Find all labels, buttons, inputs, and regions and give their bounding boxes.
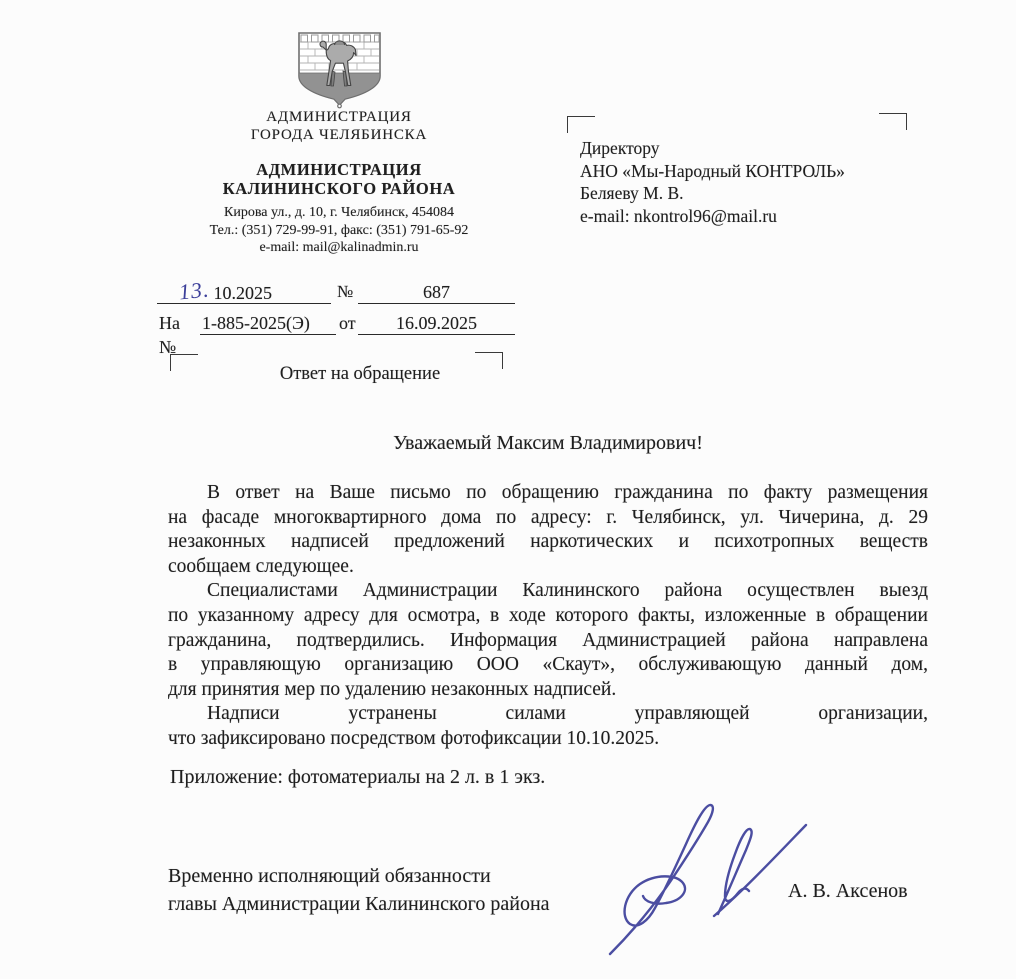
- text-line: Надписи устранены силами управляющей организации,: [207, 703, 928, 725]
- reply-prefix-label: На №: [159, 313, 180, 357]
- text-line: гражданина, подтвердились. Информация Администрацией района направлена: [168, 629, 928, 651]
- text-line: Специалистами Администрации Калининского района осуществлен выезд: [207, 580, 928, 602]
- text-line: Директору: [580, 138, 660, 158]
- org-name-line1: АДМИНИСТРАЦИЯ: [256, 160, 422, 179]
- printed-date-part: 10.2025: [213, 283, 272, 303]
- corner-mark-recipient-left: [567, 116, 595, 133]
- incoming-number-field: 1-885-2025(Э): [200, 311, 336, 335]
- attachment-line: Приложение: фотоматериалы на 2 л. в 1 экз.: [170, 766, 546, 788]
- text-line: что зафиксировано посредством фотофиксации 10.10.2025.: [168, 727, 660, 749]
- subject-line: Ответ на обращение: [279, 364, 441, 384]
- paragraph-1: [168, 481, 928, 579]
- paragraph-3: [168, 702, 928, 751]
- text-line: в управляющую организацию ООО «Скаут», обслуживающую данный дом,: [168, 654, 928, 676]
- corner-mark-recipient-right: [879, 113, 907, 130]
- handwritten-signature: [598, 792, 818, 967]
- text-line: e-mail: nkontrol96@mail.ru: [580, 205, 777, 226]
- chelyabinsk-coat-of-arms-icon: [292, 26, 387, 111]
- text-line: для принятия мер по удалению незаконных надписей.: [168, 678, 617, 700]
- letterhead: [154, 108, 524, 257]
- salutation: Уважаемый Максим Владимирович!: [393, 432, 703, 454]
- text-line: на фасаде многоквартирного дома по адресу: г. Челябинск, ул. Чичерина, д. 29: [168, 506, 928, 528]
- paragraph-2: [168, 579, 928, 702]
- outgoing-number-field: 687: [358, 280, 515, 304]
- from-label: от: [339, 313, 356, 333]
- signer-position-line2: главы Администрации Калининского района: [168, 893, 550, 915]
- text-line: незаконных надписей предложений наркотических и психотропных веществ: [168, 531, 928, 553]
- signer-name: А. В. Аксенов: [788, 880, 908, 902]
- text-line: Беляеву М. В.: [580, 183, 684, 203]
- org-email: e-mail: mail@kalinadmin.ru: [259, 240, 419, 255]
- signer-position: [168, 862, 550, 918]
- number-sign-label: №: [337, 282, 354, 301]
- parent-org-name-line1: АДМИНИСТРАЦИЯ: [266, 109, 412, 125]
- text-line: сообщаем следующее.: [168, 555, 354, 577]
- org-phone-fax: Тел.: (351) 729-99-91, факс: (351) 791-65-92: [209, 222, 469, 238]
- signer-position-line1: Временно исполняющий обязанности: [168, 865, 491, 887]
- incoming-date-field: 16.09.2025: [358, 311, 515, 335]
- parent-org-name-line2: ГОРОДА ЧЕЛЯБИНСКА: [250, 127, 428, 143]
- text-line: АНО «Мы-Народный КОНТРОЛЬ»: [580, 160, 845, 181]
- recipient-block: [580, 137, 910, 227]
- org-name-line2: КАЛИНИНСКОГО РАЙОНА: [222, 179, 456, 198]
- outgoing-date-field: [157, 276, 331, 305]
- text-line: В ответ на Ваше письмо по обращению гражданина по факту размещения: [207, 482, 928, 503]
- letter-body: [168, 481, 928, 752]
- org-address: Кирова ул., д. 10, г. Челябинск, 454084: [224, 205, 454, 220]
- handwritten-date-day: 13.: [177, 276, 211, 305]
- text-line: по указанному адресу для осмотра, в ходе которого факты, изложенные в обращении: [168, 604, 928, 626]
